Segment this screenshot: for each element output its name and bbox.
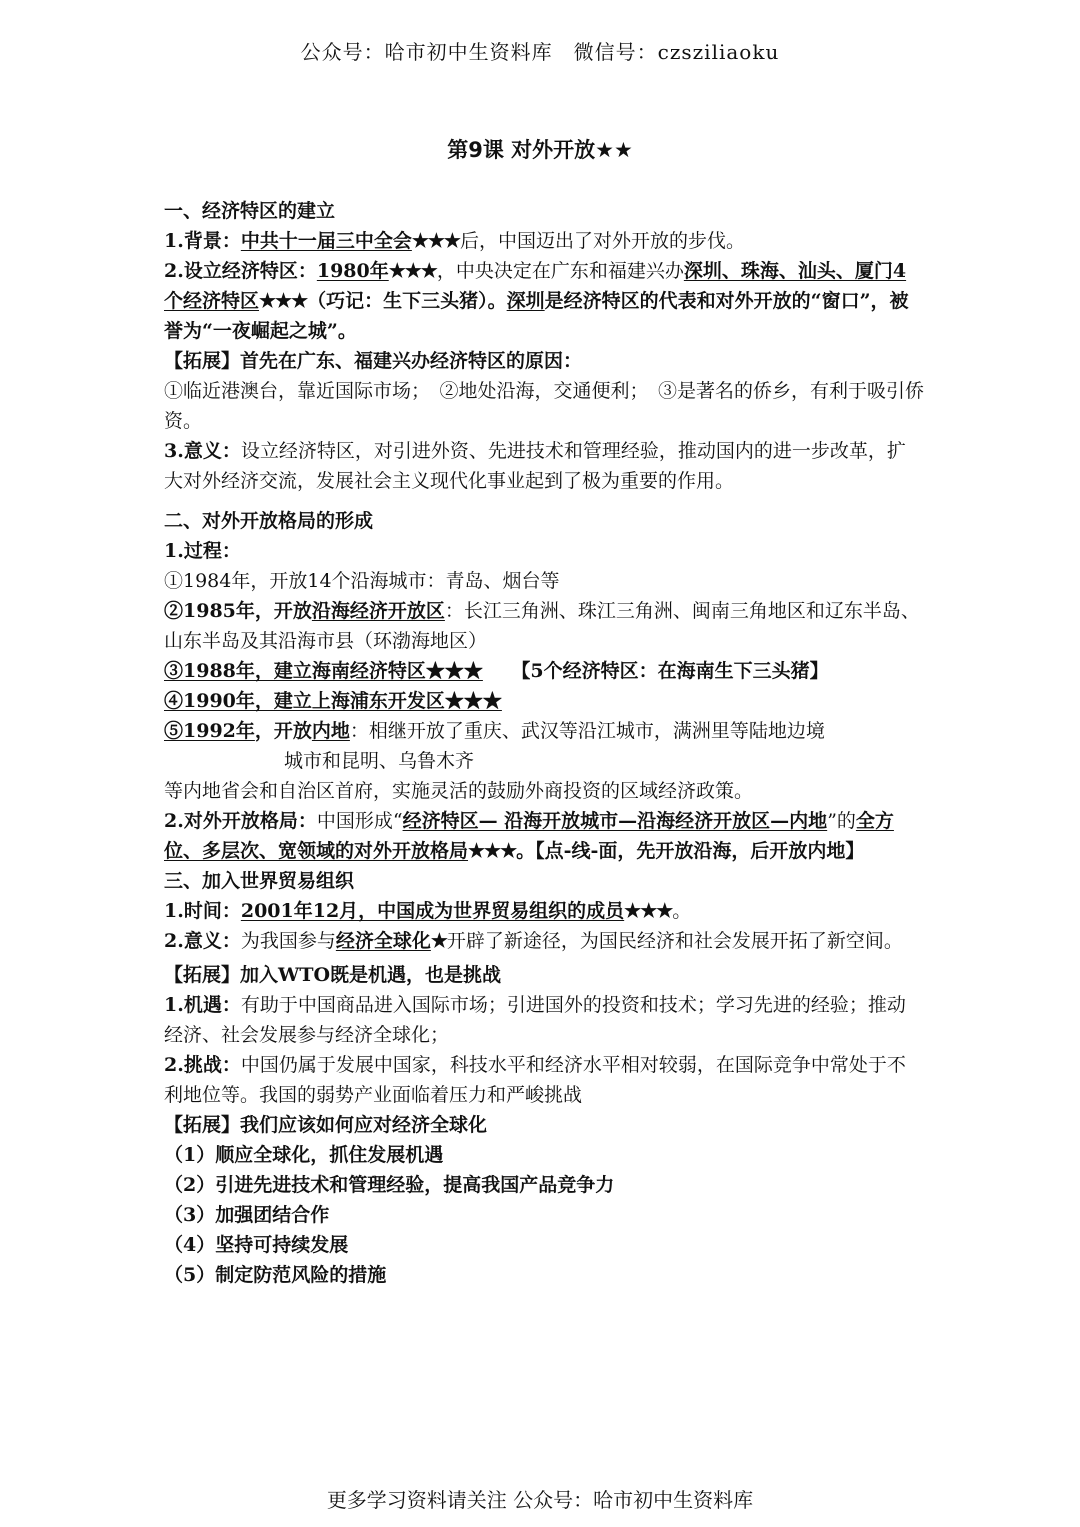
label: 3.意义： xyxy=(164,440,241,462)
key-term: 中共十一届三中全会 xyxy=(240,230,412,252)
star-rating: ★ xyxy=(430,930,447,952)
note: 【5个经济特区：在海南生下三头猪】 xyxy=(520,660,829,682)
s2-process-5 xyxy=(164,716,924,746)
s2-pattern xyxy=(164,806,924,866)
text: 中国形成“ xyxy=(316,810,403,832)
s3-time xyxy=(164,896,924,926)
list-item: （4）坚持可持续发展 xyxy=(164,1234,349,1256)
key-term: 沿海经济开放区 xyxy=(311,600,445,622)
s1-significance xyxy=(164,436,924,496)
star-rating: ★★★ xyxy=(388,260,437,282)
text: 后，中国迈出了对外开放的步伐。 xyxy=(459,230,745,252)
text: ②1985年，开放 xyxy=(164,600,312,622)
s2-process-2 xyxy=(164,596,924,656)
text: 有助于中国商品进入国际市场；引进国外的投资和技术；学习先进的经验；推动经济、社会发展参与经济全球化； xyxy=(164,994,906,1046)
key-term: ④1990年，建立上海浦东开发区★★★ xyxy=(164,690,502,712)
key-term: 2001年12月，中国成为世界贸易组织的成员 xyxy=(240,900,625,922)
text: ，开放 xyxy=(254,720,312,742)
key-shenzhen: 深圳 xyxy=(506,290,545,312)
key-term: 经济全球化 xyxy=(335,930,431,952)
s3-significance xyxy=(164,926,924,956)
list-item: （1）顺应全球化，抓住发展机遇 xyxy=(164,1144,444,1166)
text: 中国仍属于发展中国家，科技水平和经济水平相对较弱，在国际竞争中常处于不利地位等。我国的弱势产业面临着压力和严峻挑战 xyxy=(164,1054,906,1106)
label: 1.背景： xyxy=(164,230,241,252)
list-item: （3）加强团结合作 xyxy=(164,1204,330,1226)
s1-extension-label: 【拓展】首先在广东、福建兴办经济特区的原因： xyxy=(164,350,583,372)
s3-opportunity xyxy=(164,990,924,1050)
page-header: 公众号：哈市初中生资料库 微信号：czsziliaoku xyxy=(300,40,780,64)
key-term: 经济特区— 沿海开放城市—沿海经济开放区—内地 xyxy=(402,810,828,832)
text: 设立经济特区，对引进外资、先进技术和管理经验，推动国内的进一步改革，扩大对外经济交流，发展社会主义现代化事业起到了极为重要的作用。 xyxy=(164,440,906,492)
text: ”的 xyxy=(827,810,856,832)
label: 2.意义： xyxy=(164,930,241,952)
label: 1.时间： xyxy=(164,900,241,922)
key-year: ⑤1992年 xyxy=(164,720,255,742)
text: 开辟了新途径，为国民经济和社会发展开拓了新空间。 xyxy=(446,930,903,952)
s2-process-5-end: 等内地省会和自治区首府，实施灵活的鼓励外商投资的区域经济政策。 xyxy=(164,780,754,802)
s1-set-up xyxy=(164,256,924,346)
text: ，中央决定在广东和福建兴办 xyxy=(436,260,684,282)
text: ：相继开放了重庆、武汉等沿江城市，满洲里等陆地边境 xyxy=(349,720,825,742)
document-body xyxy=(164,196,924,1290)
text: 为我国参与 xyxy=(240,930,336,952)
s2-process-5-cont: 城市和昆明、乌鲁木齐 xyxy=(284,750,475,772)
note: 。【点-线-面，先开放沿海，后开放内地】 xyxy=(516,840,865,862)
star-rating: ★★★ xyxy=(624,900,673,922)
label: 2.设立经济特区： xyxy=(164,260,317,282)
key-term: 内地 xyxy=(311,720,350,742)
star-rating: ★★★ xyxy=(468,840,517,862)
s3-extension-2-label: 【拓展】我们应该如何应对经济全球化 xyxy=(164,1114,488,1136)
s2-process-1: ①1984年，开放14个沿海城市：青岛、烟台等 xyxy=(164,570,560,592)
list-item: （5）制定防范风险的措施 xyxy=(164,1264,387,1286)
text: ：长江三角洲、珠江三角洲、闽南三角地区和辽东半岛、山东半岛及其沿海市县（环渤海地区） xyxy=(164,600,920,652)
key-cities: 深圳、珠海、汕头、厦门4个经济特区 xyxy=(164,260,907,312)
section-2-heading: 二、对外开放格局的形成 xyxy=(164,510,374,532)
mnemonic: （巧记：生下三头猪）。 xyxy=(307,290,507,312)
label: 2.挑战： xyxy=(164,1054,241,1076)
page-title: 第9课 对外开放★★ xyxy=(447,138,633,162)
label: 1.机遇： xyxy=(164,994,241,1016)
key-term-2: 全方位、多层次、宽领域的对外开放格局 xyxy=(164,810,894,862)
star-rating: ★★★ xyxy=(259,290,308,312)
text: 。 xyxy=(672,900,692,922)
s2-process-label: 1.过程： xyxy=(164,540,241,562)
list-item: （2）引进先进技术和管理经验，提高我国产品竞争力 xyxy=(164,1174,615,1196)
key-term: ③1988年，建立海南经济特区★★★ xyxy=(164,660,483,682)
section-3-heading: 三、加入世界贸易组织 xyxy=(164,870,355,892)
s3-extension-label: 【拓展】加入WTO既是机遇，也是挑战 xyxy=(164,964,502,986)
section-1-heading: 一、经济特区的建立 xyxy=(164,200,336,222)
s1-background xyxy=(164,226,924,256)
star-rating: ★★★ xyxy=(411,230,460,252)
label: 2.对外开放格局： xyxy=(164,810,317,832)
page-footer: 更多学习资料请关注 公众号：哈市初中生资料库 xyxy=(326,1488,754,1512)
s1-extension-body: ①临近港澳台，靠近国际市场； ②地处沿海，交通便利； ③是著名的侨乡，有利于吸引侨资。 xyxy=(164,380,925,432)
s3-challenge xyxy=(164,1050,924,1110)
s2-process-4 xyxy=(164,686,924,716)
key-year: 1980年 xyxy=(316,260,389,282)
text: 是经济特区的代表和对外开放的“窗口”，被誉为“一夜崛起之城”。 xyxy=(164,290,909,342)
s2-process-3 xyxy=(164,656,924,686)
